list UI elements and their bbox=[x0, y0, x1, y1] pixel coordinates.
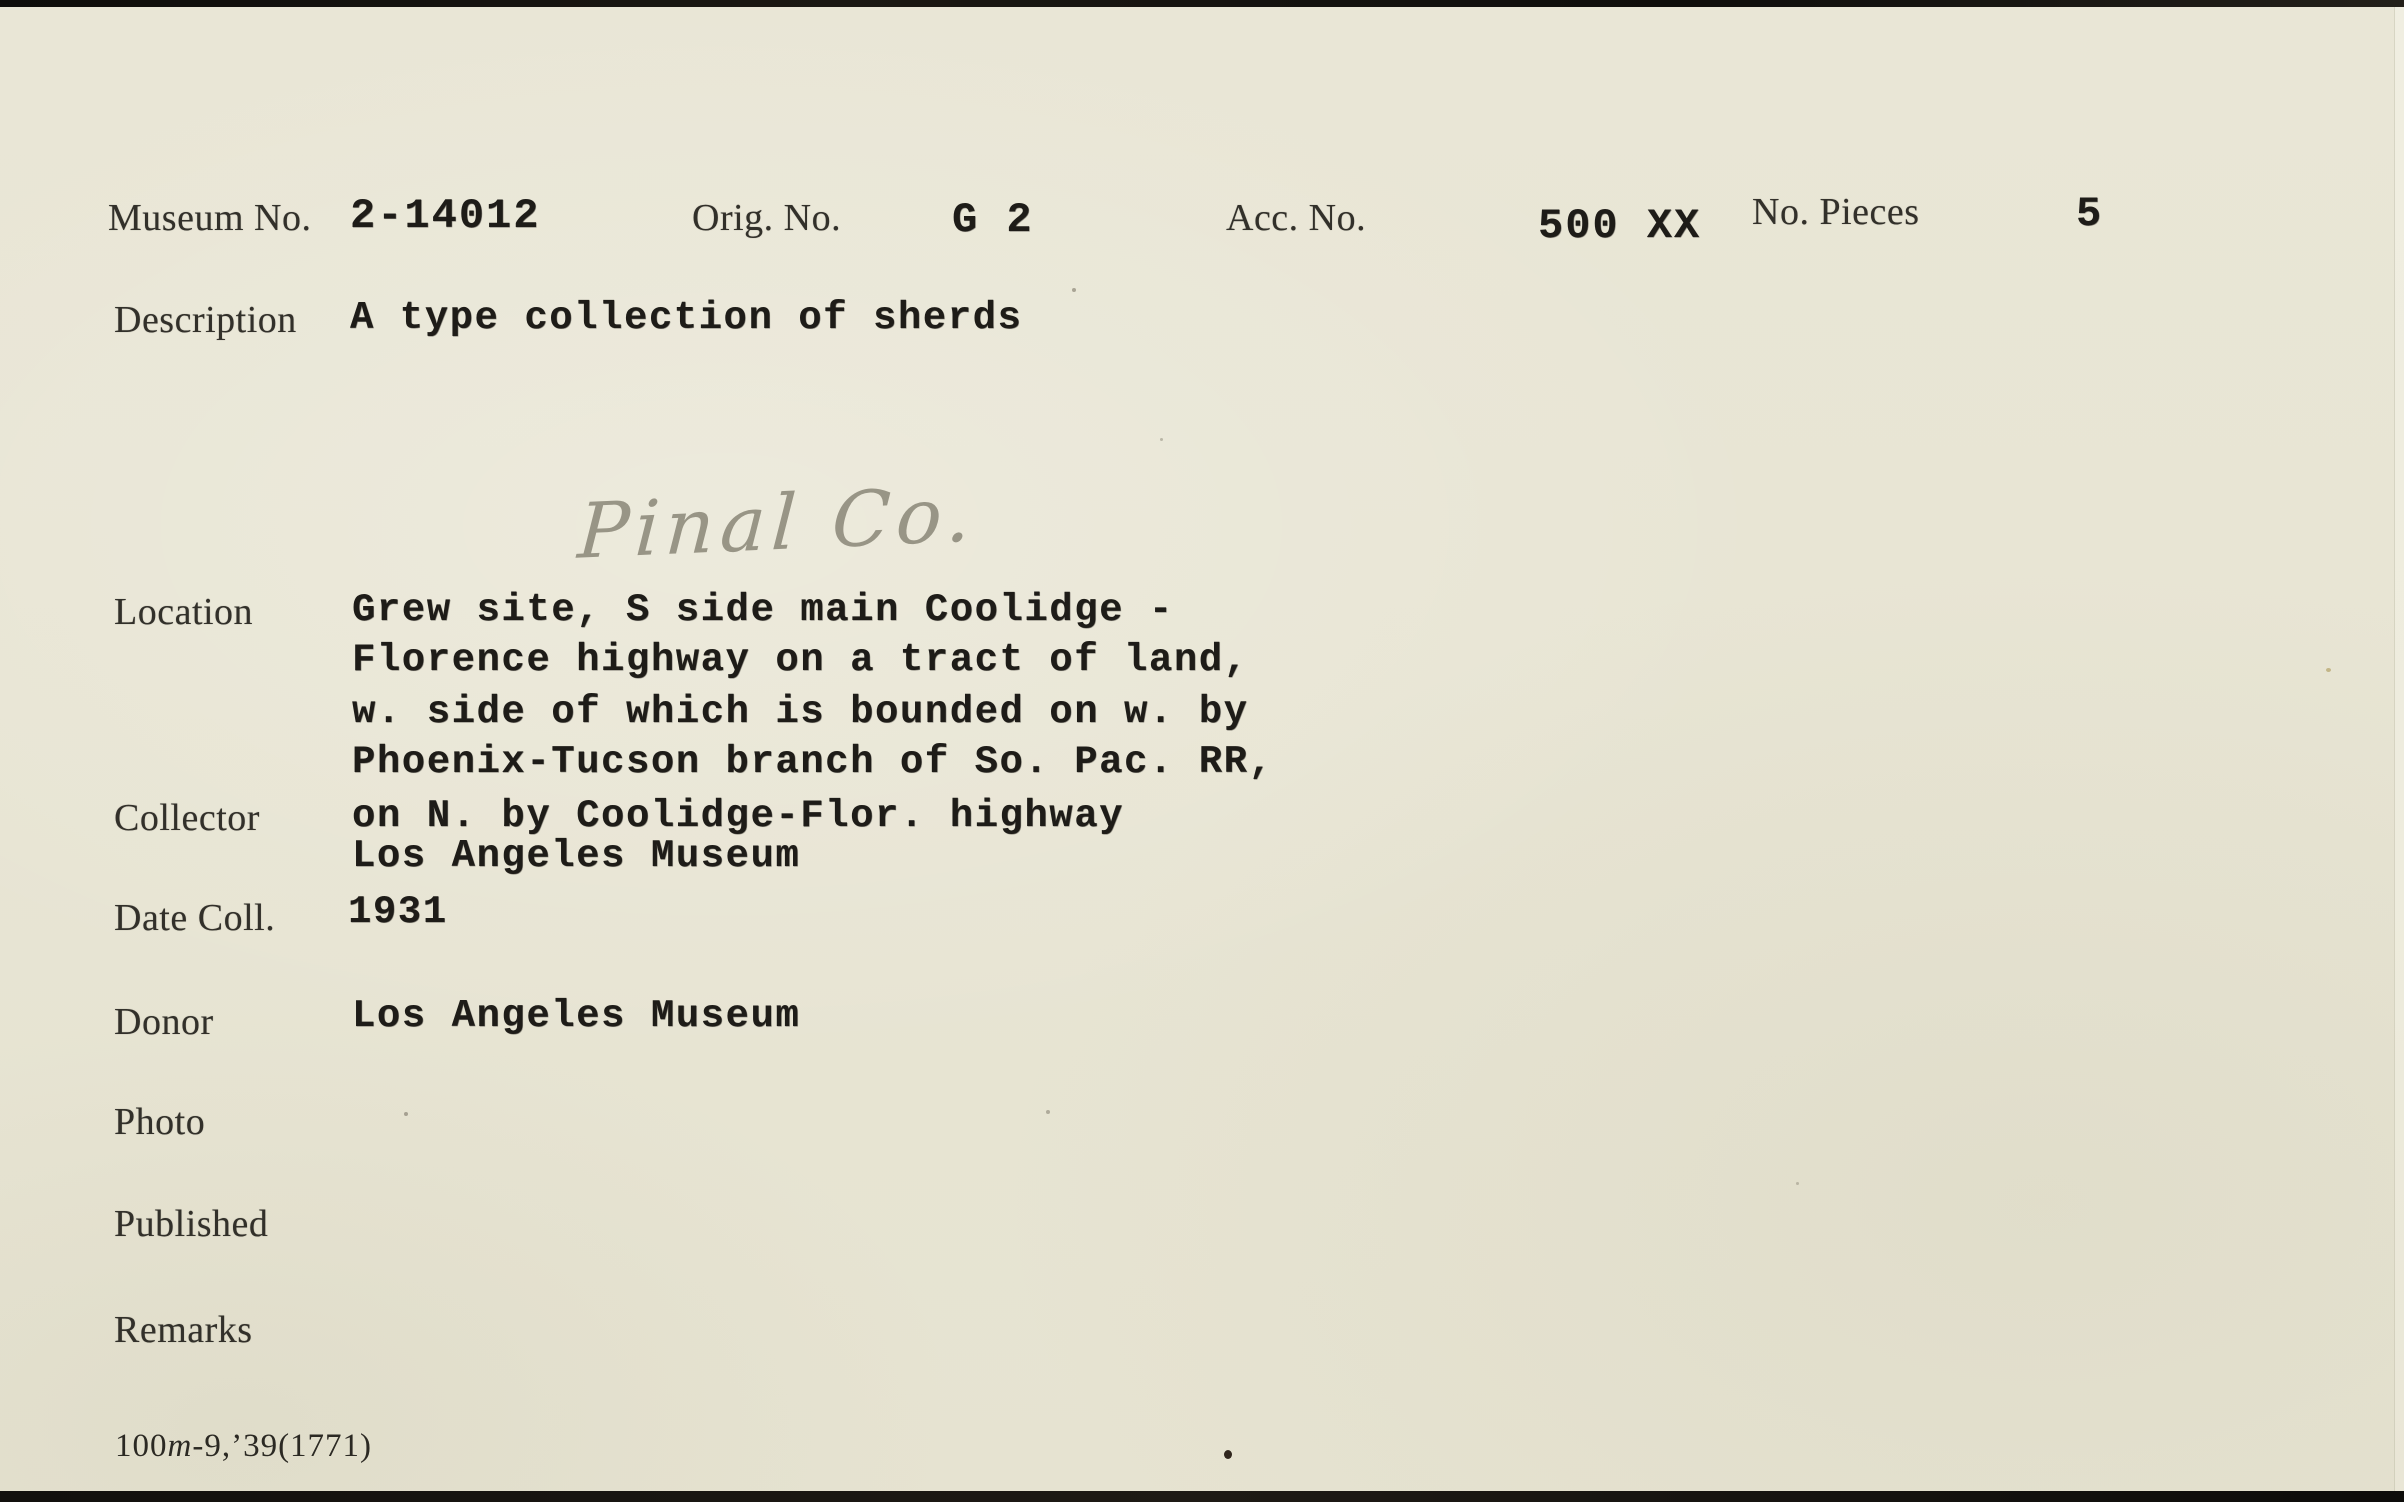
handwritten-county-note: Pinal Co. bbox=[575, 469, 980, 576]
orig-no-value: G 2 bbox=[952, 196, 1034, 244]
acc-no-label: Acc. No. bbox=[1226, 197, 1367, 239]
location-line: Grew site, S side main Coolidge - bbox=[352, 588, 1174, 632]
location-line: w. side of which is bounded on w. by bbox=[352, 690, 1249, 734]
scan-edge-bottom bbox=[0, 1491, 2404, 1502]
location-line: Florence highway on a tract of land, bbox=[352, 638, 1249, 682]
location-line: Phoenix-Tucson branch of So. Pac. RR, bbox=[352, 740, 1274, 784]
description-label: Description bbox=[114, 299, 297, 341]
museum-no-label: Museum No. bbox=[108, 197, 312, 239]
print-code-italic-m: m bbox=[167, 1428, 193, 1464]
museum-no-value: 2-14012 bbox=[350, 192, 541, 240]
scan-edge-top bbox=[0, 0, 2404, 7]
collector-line: Los Angeles Museum bbox=[352, 834, 801, 878]
card-right-edge bbox=[2394, 7, 2404, 1491]
print-code bbox=[115, 1428, 372, 1465]
print-code-prefix: 100 bbox=[115, 1428, 168, 1464]
print-code-suffix: -9,’39(1771) bbox=[192, 1428, 373, 1464]
date-coll-label: Date Coll. bbox=[114, 897, 276, 939]
collector-line: on N. by Coolidge-Flor. highway bbox=[352, 794, 1125, 838]
location-label: Location bbox=[114, 591, 254, 633]
no-pieces-value: 5 bbox=[2076, 190, 2104, 238]
orig-no-label: Orig. No. bbox=[692, 197, 842, 239]
published-label: Published bbox=[114, 1203, 269, 1245]
remarks-label: Remarks bbox=[114, 1309, 253, 1351]
date-coll-value: 1931 bbox=[348, 890, 448, 934]
donor-label: Donor bbox=[114, 1001, 214, 1043]
collector-label: Collector bbox=[114, 797, 260, 839]
no-pieces-label: No. Pieces bbox=[1752, 191, 1920, 233]
acc-no-value: 500 XX bbox=[1538, 202, 1702, 250]
photo-label: Photo bbox=[114, 1101, 206, 1143]
description-value: A type collection of sherds bbox=[350, 296, 1023, 340]
donor-value: Los Angeles Museum bbox=[352, 994, 801, 1038]
